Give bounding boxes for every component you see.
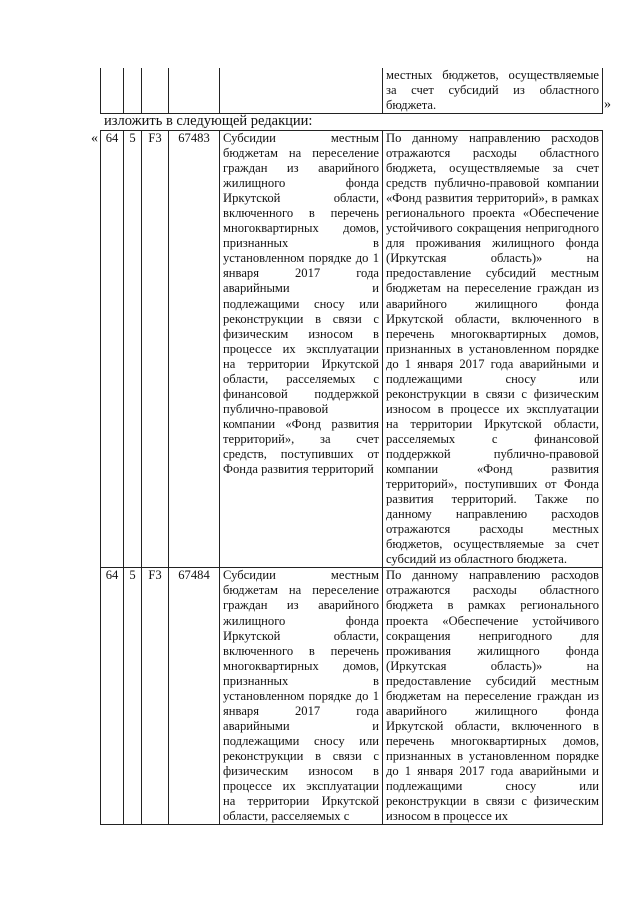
code-table (100, 130, 603, 825)
intro-text: изложить в следующей редакции: (104, 113, 313, 129)
cell-name (220, 68, 383, 114)
cell-description: По данному направлению расходов отражаются расходы областного бюджета, осуществляемые за счет средств публично-правовой компании «Фонд развития территорий», в рамках регионального проекта «Обеспечение устойчивого сокращения непригодного для проживания жилищного фонда (Иркутская область)» на предоставление субсидий местным бюджетам на переселение граждан из аварийного жилищного фонда Иркутской области, включенного в перечень многоквартирных домов, признанных в установленном порядке до 1 января 2017 года аварийными и подлежащими сносу или реконструкции в связи с физическим износом в процессе их эксплуатации на территории Иркутской области, расселяемых с финансовой поддержкой публично-правовой компании «Фонд развития территорий», поступивших от Фонда развития территорий. Также по данному направлению расходов отражаются расходы местных бюджетов, осуществляемые за счет субсидий из областного бюджета. (383, 131, 603, 568)
cell-name: Субсидии местным бюджетам на переселение граждан из аварийного жилищного фонда Иркутской области, включенного в перечень многоквартирных домов, признанных в установленном порядке до 1 января 2017 года аварийными и подлежащими сносу или реконструкции в связи с физическим износом в процессе их эксплуатации на территории Иркутской области, расселяемых с финансовой поддержкой публично-правовой компании «Фонд развития территорий», за счет средств, поступивших от Фонда развития территорий (220, 131, 383, 568)
cell-code-1: 64 (101, 131, 124, 568)
cell-code-2 (124, 68, 142, 114)
cell-code-4 (169, 68, 220, 114)
cell-code-2: 5 (124, 131, 142, 568)
cell-name: Субсидии местным бюджетам на переселение граждан из аварийного жилищного фонда Иркутской области, включенного в перечень многоквартирных домов, признанных в установленном порядке до 1 января 2017 года аварийными и подлежащими сносу или реконструкции в связи с физическим износом в процессе их эксплуатации на территории Иркутской области, расселяемых с (220, 568, 383, 825)
cell-code-1 (101, 68, 124, 114)
cell-code-4: 67483 (169, 131, 220, 568)
cell-code-3 (142, 68, 169, 114)
opening-quote: « (91, 131, 98, 146)
closing-quote: » (604, 97, 611, 112)
cell-description: По данному направлению расходов отражаются расходы областного бюджета в рамках регионального проекта «Обеспечение устойчивого сокращения непригодного для проживания жилищного фонда (Иркутская область)» на предоставление субсидий местным бюджетам на переселение граждан из аварийного жилищного фонда Иркутской области, включенного в перечень многоквартирных домов, признанных в установленном порядке до 1 января 2017 года аварийными и подлежащими сносу или реконструкции в связи с физическим износом в процессе их (383, 568, 603, 825)
cell-code-2: 5 (124, 568, 142, 825)
cell-code-4: 67484 (169, 568, 220, 825)
previous-table-fragment (100, 68, 603, 114)
cell-description: местных бюджетов, осуществляемые за счет субсидий из областного бюджета. (383, 68, 603, 114)
table-row (101, 68, 603, 114)
cell-code-3: F3 (142, 131, 169, 568)
cell-code-1: 64 (101, 568, 124, 825)
table-row (101, 568, 603, 825)
cell-code-3: F3 (142, 568, 169, 825)
table-row (101, 131, 603, 568)
